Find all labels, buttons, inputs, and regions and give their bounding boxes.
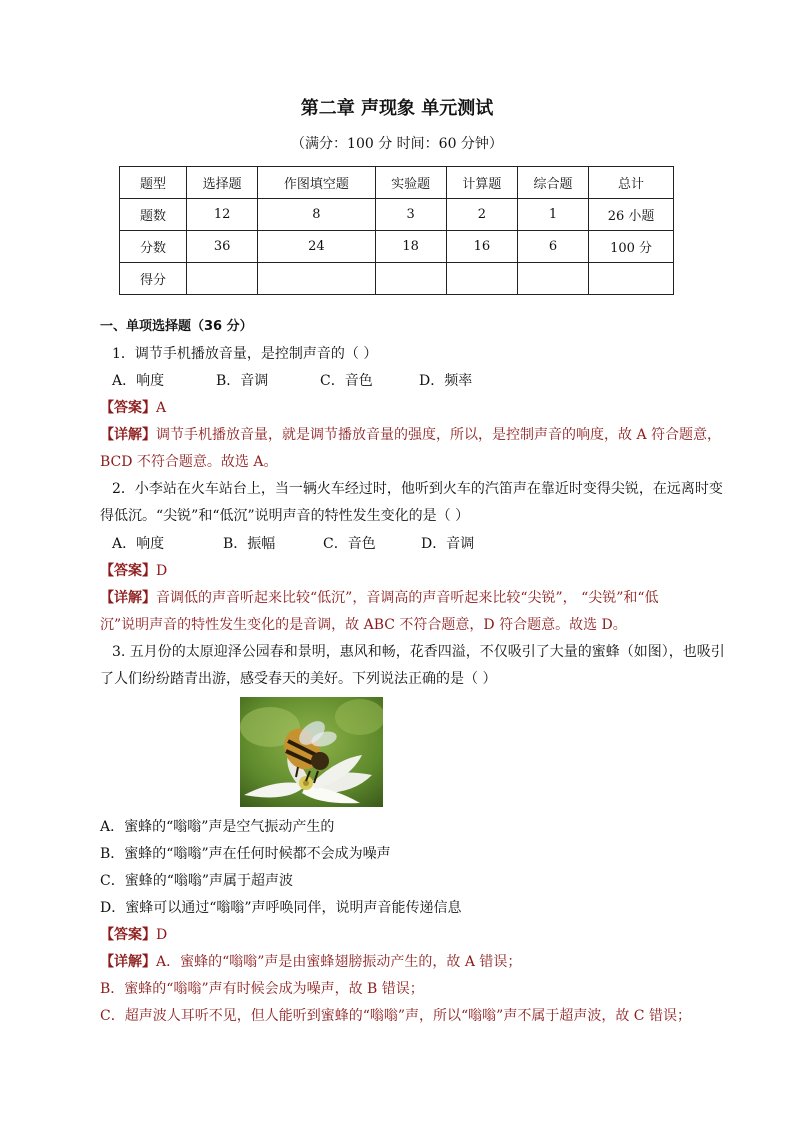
question-1-detail-cont: BCD 不符合题意。故选 A。 (100, 454, 278, 470)
question-2-options (112, 535, 474, 553)
score-table (119, 166, 674, 295)
answer-value: D (156, 563, 168, 579)
question-3-detail-c: C．超声波人耳听不见，但人能听到蜜蜂的“嗡嗡”声，所以“嗡嗡”声不属于超声波，故 C 错误； (100, 1008, 691, 1024)
question-2-detail-cont: 沉”说明声音的特性发生变化的是音调，故 ABC 不符合题意，D 符合题意。故选 D。 (100, 617, 627, 633)
detail-text: 音调低的声音听起来比较“低沉”，音调高的声音听起来比较“尖锐”， “尖锐”和“低 (156, 590, 659, 606)
question-2-stem-cont: 得低沉。“尖锐”和“低沉”说明声音的特性发生变化的是（ ） (100, 508, 470, 524)
detail-text: 调节手机播放音量，就是调节播放音量的强度，所以，是控制声音的响度，故 A 符合题意， (156, 427, 722, 443)
detail-tag: 【详解】 (100, 954, 156, 970)
table-cell: 计算题 (446, 167, 517, 199)
score-table-body (120, 167, 674, 295)
question-2-stem: 2．小李站在火车站台上，当一辆火车经过时，他听到火车的汽笛声在靠近时变得尖锐，在远离时变 (112, 481, 723, 497)
answer-value: D (156, 927, 168, 943)
table-cell (258, 263, 375, 295)
section-heading: 一、单项选择题（36 分） (100, 319, 253, 334)
table-cell: 总计 (589, 167, 674, 199)
table-row (120, 167, 674, 199)
table-cell: 3 (375, 199, 446, 231)
question-1-answer (100, 399, 166, 417)
table-cell: 1 (517, 199, 588, 231)
option-c: C．音色 (320, 373, 373, 389)
row-header-cell: 题型 (120, 167, 187, 199)
table-cell: 8 (258, 199, 375, 231)
table-cell: 12 (187, 199, 258, 231)
question-3-stem-cont: 了人们纷纷踏青出游，感受春天的美好。下列说法正确的是（ ） (100, 671, 497, 687)
table-cell (517, 263, 588, 295)
table-cell: 综合题 (517, 167, 588, 199)
table-cell: 100 分 (589, 231, 674, 263)
question-1-options (112, 372, 472, 390)
detail-tag: 【详解】 (100, 427, 156, 443)
table-cell: 2 (446, 199, 517, 231)
bee-on-flower-image (240, 697, 383, 807)
row-header-cell: 得分 (120, 263, 187, 295)
table-cell: 实验题 (375, 167, 446, 199)
table-cell: 36 (187, 231, 258, 263)
option-b: B．音调 (216, 373, 269, 389)
answer-value: A (156, 400, 167, 416)
table-cell: 16 (446, 231, 517, 263)
question-2-answer (100, 562, 167, 580)
question-3-option-a: A．蜜蜂的“嗡嗡”声是空气振动产生的 (100, 819, 335, 835)
question-3-detail-b: B．蜜蜂的“嗡嗡”声有时候会成为噪声，故 B 错误； (100, 981, 424, 997)
table-row (120, 231, 674, 263)
option-d: D．音调 (421, 536, 475, 552)
option-a: A．响度 (112, 536, 165, 552)
detail-tag: 【详解】 (100, 590, 156, 606)
question-3-answer (100, 926, 167, 944)
question-3-detail (100, 953, 521, 971)
option-b: B．振幅 (223, 536, 276, 552)
table-cell: 18 (375, 231, 446, 263)
option-a: A．响度 (112, 373, 165, 389)
detail-text: A．蜜蜂的“嗡嗡”声是由蜜蜂翅膀振动产生的，故 A 错误； (156, 954, 522, 970)
question-3-option-d: D．蜜蜂可以通过“嗡嗡”声呼唤同伴，说明声音能传递信息 (100, 900, 462, 916)
option-c: C．音色 (323, 536, 376, 552)
answer-tag: 【答案】 (100, 563, 156, 579)
row-header-cell: 分数 (120, 231, 187, 263)
table-cell (589, 263, 674, 295)
question-2-detail (100, 589, 659, 607)
question-3-option-b: B．蜜蜂的“嗡嗡”声在任何时候都不会成为噪声 (100, 846, 391, 862)
question-3-stem: 3. 五月份的太原迎泽公园春和景明，惠风和畅，花香四溢，不仅吸引了大量的蜜蜂（如图），也吸引 (112, 644, 725, 660)
question-3-option-c: C．蜜蜂的“嗡嗡”声属于超声波 (100, 873, 294, 889)
page-title: 第二章 声现象 单元测试 (300, 98, 494, 119)
table-cell: 26 小题 (589, 199, 674, 231)
table-row (120, 263, 674, 295)
option-d: D．频率 (419, 373, 473, 389)
table-cell: 选择题 (187, 167, 258, 199)
table-cell (446, 263, 517, 295)
table-row (120, 199, 674, 231)
table-cell (375, 263, 446, 295)
page-subtitle: （满分：100 分 时间：60 分钟） (291, 136, 503, 152)
answer-tag: 【答案】 (100, 927, 156, 943)
answer-tag: 【答案】 (100, 400, 156, 416)
question-1-detail (100, 426, 721, 444)
question-1-stem: 1．调节手机播放音量，是控制声音的（ ） (112, 346, 378, 362)
table-cell: 6 (517, 231, 588, 263)
table-cell: 24 (258, 231, 375, 263)
table-cell: 作图填空题 (258, 167, 375, 199)
table-cell (187, 263, 258, 295)
row-header-cell: 题数 (120, 199, 187, 231)
